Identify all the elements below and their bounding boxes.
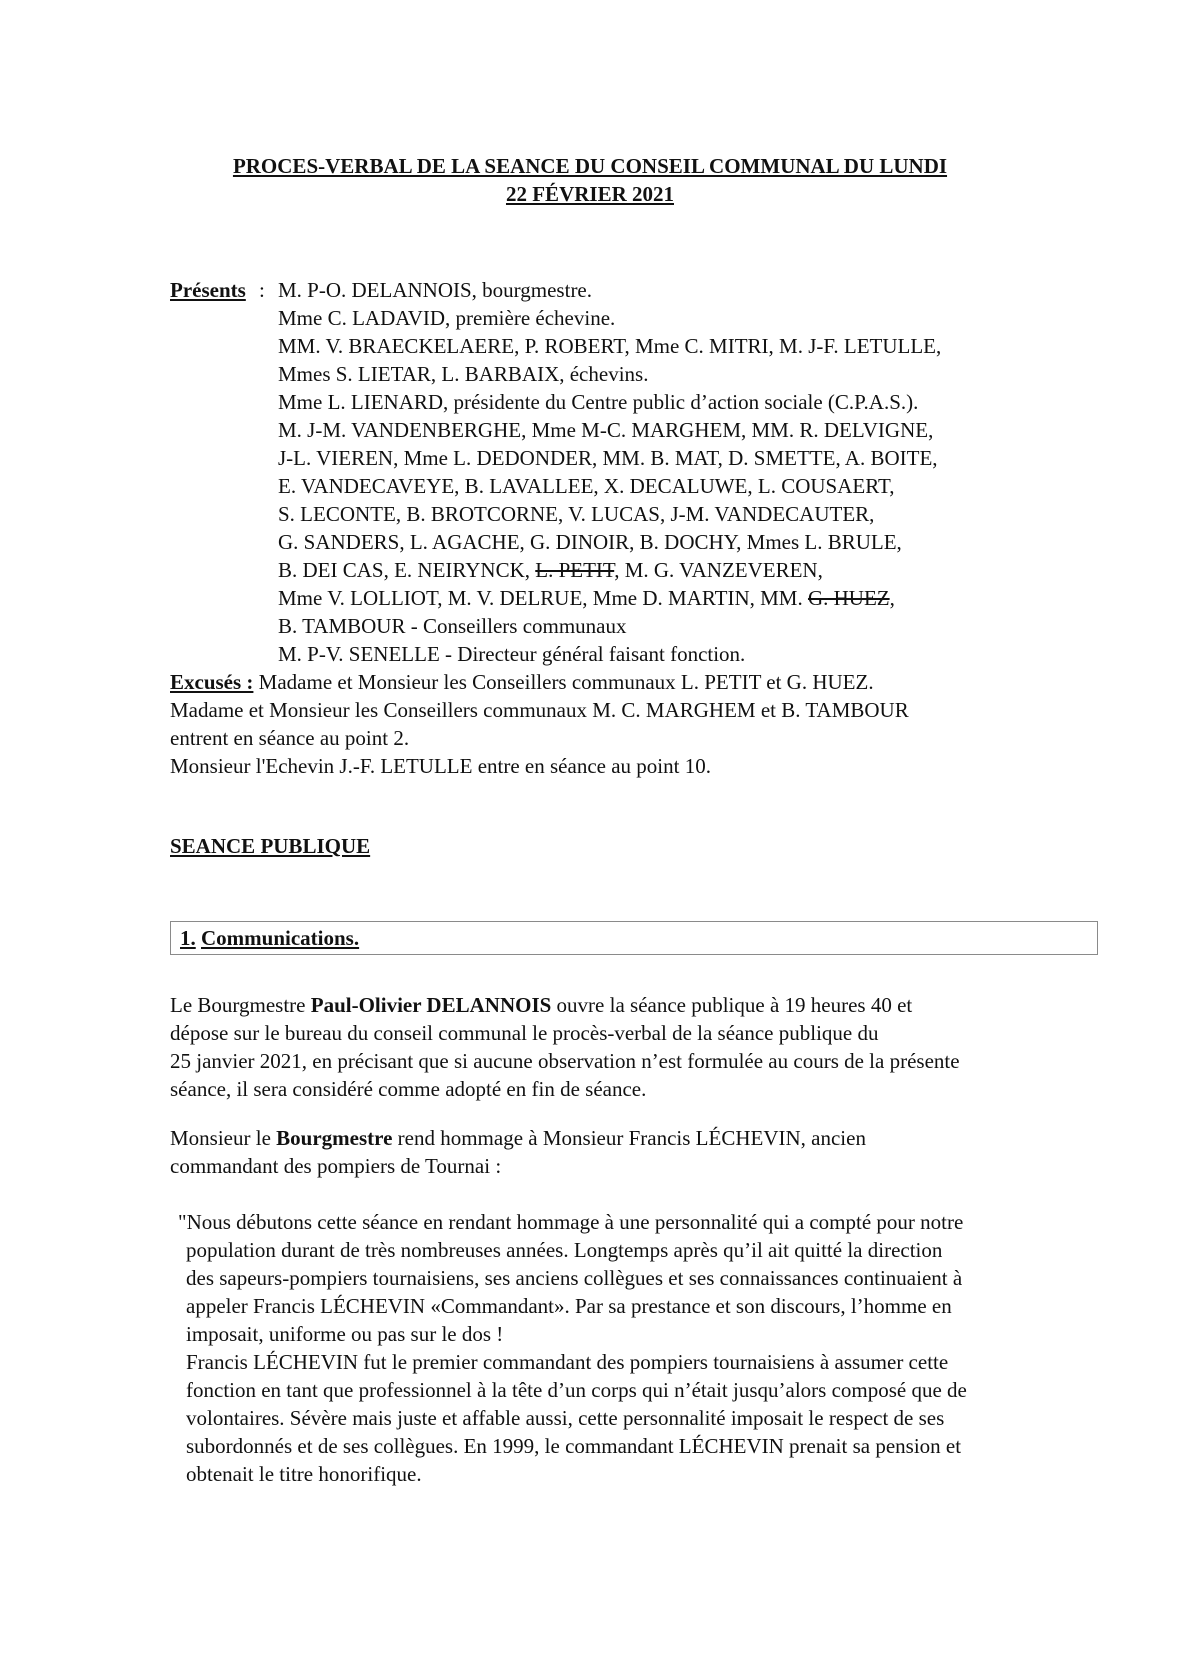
attendee-line: MM. V. BRAECKELAERE, P. ROBERT, Mme C. MITRI, M. J-F. LETULLE, <box>278 334 942 358</box>
attendee-line: M. J-M. VANDENBERGHE, Mme M-C. MARGHEM, MM. R. DELVIGNE, <box>278 418 934 442</box>
paragraph-line <box>170 1124 866 1152</box>
quote-line: volontaires. Sévère mais juste et affable aussi, cette personnalité imposait le respect de ses <box>186 1406 945 1430</box>
paragraph-line: dépose sur le bureau du conseil communal le procès-verbal de la séance publique du <box>170 1021 879 1045</box>
struck-attendee: G. HUEZ <box>807 586 890 610</box>
paragraph-text: Monsieur le <box>170 1126 277 1150</box>
paragraph-line <box>170 991 960 1019</box>
attendees-list <box>278 276 941 668</box>
quote-line: subordonnés et de ses collègues. En 1999, le commandant LÉCHEVIN prenait sa pension et <box>186 1434 962 1458</box>
excused-line: Madame et Monsieur les Conseillers communaux M. C. MARGHEM et B. TAMBOUR <box>170 698 909 722</box>
agenda-item-label: Communications. <box>201 926 360 950</box>
excuses-label: Excusés : <box>170 670 254 694</box>
tribute-quote <box>178 1208 967 1488</box>
agenda-item-box <box>170 921 1098 955</box>
quote-line: fonction en tant que professionnel à la tête d’un corps qui n’était jusqu’alors composé que de <box>186 1378 967 1402</box>
attendee-line: J-L. VIEREN, Mme L. DEDONDER, MM. B. MAT, D. SMETTE, A. BOITE, <box>278 446 938 470</box>
title-line-2: 22 FÉVRIER 2021 <box>505 182 674 206</box>
attendee-line: B. TAMBOUR - Conseillers communaux <box>278 614 627 638</box>
quote-line: appeler Francis LÉCHEVIN «Commandant». Par sa prestance et son discours, l’homme en <box>186 1294 952 1318</box>
attendee-line: M. P-O. DELANNOIS, bourgmestre. <box>278 278 593 302</box>
paragraph-text: rend hommage à Monsieur Francis LÉCHEVIN, ancien <box>392 1126 866 1150</box>
quote-line: obtenait le titre honorifique. <box>186 1462 422 1486</box>
excused-text: Madame et Monsieur les Conseillers communaux L. PETIT et G. HUEZ. <box>253 670 874 694</box>
excused-line: Monsieur l'Echevin J.-F. LETULLE entre en séance au point 10. <box>170 754 711 778</box>
attendee-line: S. LECONTE, B. BROTCORNE, V. LUCAS, J-M. VANDECAUTER, <box>278 502 875 526</box>
mayor-name: Paul-Olivier DELANNOIS <box>310 993 552 1017</box>
attendee-text: , M. G. VANZEVEREN, <box>614 558 823 582</box>
excused-section <box>170 668 909 780</box>
paragraph-line: 25 janvier 2021, en précisant que si aucune observation n’est formulée au cours de la présente <box>170 1049 960 1073</box>
paragraph-line: séance, il sera considéré comme adopté en fin de séance. <box>170 1077 647 1101</box>
excused-line <box>170 668 909 696</box>
title-line-1: PROCES-VERBAL DE LA SEANCE DU CONSEIL COMMUNAL DU LUNDI <box>232 154 948 178</box>
section-heading: SEANCE PUBLIQUE <box>170 834 371 858</box>
paragraph-line: commandant des pompiers de Tournai : <box>170 1154 502 1178</box>
attendee-text: , <box>889 586 895 610</box>
presents-label: Présents <box>170 278 246 302</box>
attendee-line: Mme C. LADAVID, première échevine. <box>278 306 616 330</box>
paragraph-tribute-intro <box>170 1124 866 1180</box>
attendee-line: E. VANDECAVEYE, B. LAVALLEE, X. DECALUWE, L. COUSAERT, <box>278 474 895 498</box>
attendee-text: B. DEI CAS, E. NEIRYNCK, <box>278 558 536 582</box>
paragraph-text: Le Bourgmestre <box>170 993 311 1017</box>
attendee-line: Mme L. LIENARD, présidente du Centre public d’action sociale (C.P.A.S.). <box>278 390 919 414</box>
attendee-text: Mme V. LOLLIOT, M. V. DELRUE, Mme D. MARTIN, MM. <box>278 586 808 610</box>
quote-line: "Nous débutons cette séance en rendant hommage à une personnalité qui a compté pour notre <box>178 1210 964 1234</box>
quote-line: Francis LÉCHEVIN fut le premier commandant des pompiers tournaisiens à assumer cette <box>186 1350 949 1374</box>
document-title <box>150 152 1030 208</box>
mayor-title: Bourgmestre <box>276 1126 393 1150</box>
paragraph-text: ouvre la séance publique à 19 heures 40 et <box>551 993 913 1017</box>
attendee-line: Mmes S. LIETAR, L. BARBAIX, échevins. <box>278 362 649 386</box>
excused-line: entrent en séance au point 2. <box>170 726 410 750</box>
attendee-line: M. P-V. SENELLE - Directeur général faisant fonction. <box>278 642 746 666</box>
attendee-line <box>278 556 941 584</box>
struck-attendee: L. PETIT <box>535 558 615 582</box>
agenda-item-title <box>180 924 359 952</box>
quote-line: imposait, uniforme ou pas sur le dos ! <box>186 1322 504 1346</box>
paragraph-opening <box>170 991 960 1103</box>
agenda-item-number: 1. <box>180 926 196 950</box>
attendee-line <box>278 584 941 612</box>
attendee-line: G. SANDERS, L. AGACHE, G. DINOIR, B. DOCHY, Mmes L. BRULE, <box>278 530 902 554</box>
quote-line: des sapeurs-pompiers tournaisiens, ses anciens collègues et ses connaissances continuaient à <box>186 1266 963 1290</box>
presents-colon: : <box>259 278 265 302</box>
quote-line: population durant de très nombreuses années. Longtemps après qu’il ait quitté la direction <box>186 1238 943 1262</box>
